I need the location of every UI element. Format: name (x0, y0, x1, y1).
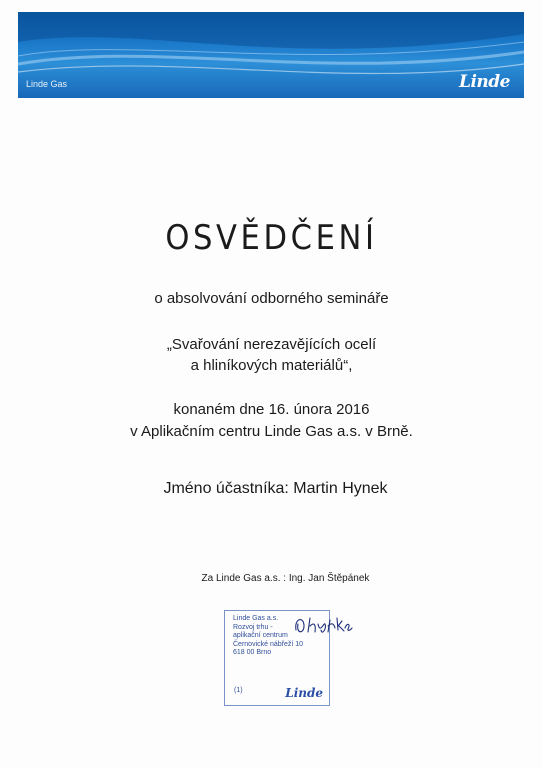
header-banner (18, 12, 524, 98)
linde-logo: Linde (459, 72, 510, 92)
handwritten-signature (290, 612, 354, 638)
seminar-place: v Aplikačním centru Linde Gas a.s. v Brně. (130, 423, 413, 440)
stamp-logo: Linde (285, 685, 323, 700)
participant-name: Jméno účastníka: Martin Hynek (163, 480, 388, 497)
banner-wave-graphic (18, 12, 524, 98)
certificate-subtitle: o absolvování odborného semináře (154, 290, 389, 307)
stamp-line: Linde Gas a.s. (233, 615, 279, 622)
certificate-title: OSVĚDČENÍ (165, 218, 378, 258)
stamp-line: Černovické nábřeží 10 (233, 640, 304, 648)
seminar-date: konaném dne 16. února 2016 (173, 401, 370, 418)
stamp-line: aplikační centrum (233, 632, 288, 639)
stamp-number: (1) (234, 686, 243, 694)
seminar-name-line-2: a hliníkových materiálů“, (190, 357, 353, 374)
stamp-line: 618 00 Brno (233, 649, 272, 656)
seminar-name-line-1: „Svařování nerezavějících ocelí (166, 336, 377, 353)
signatory-line: Za Linde Gas a.s. : Ing. Jan Štěpánek (201, 573, 370, 584)
company-label: Linde Gas (26, 79, 68, 89)
stamp-line: Rozvoj trhu - (233, 623, 273, 631)
